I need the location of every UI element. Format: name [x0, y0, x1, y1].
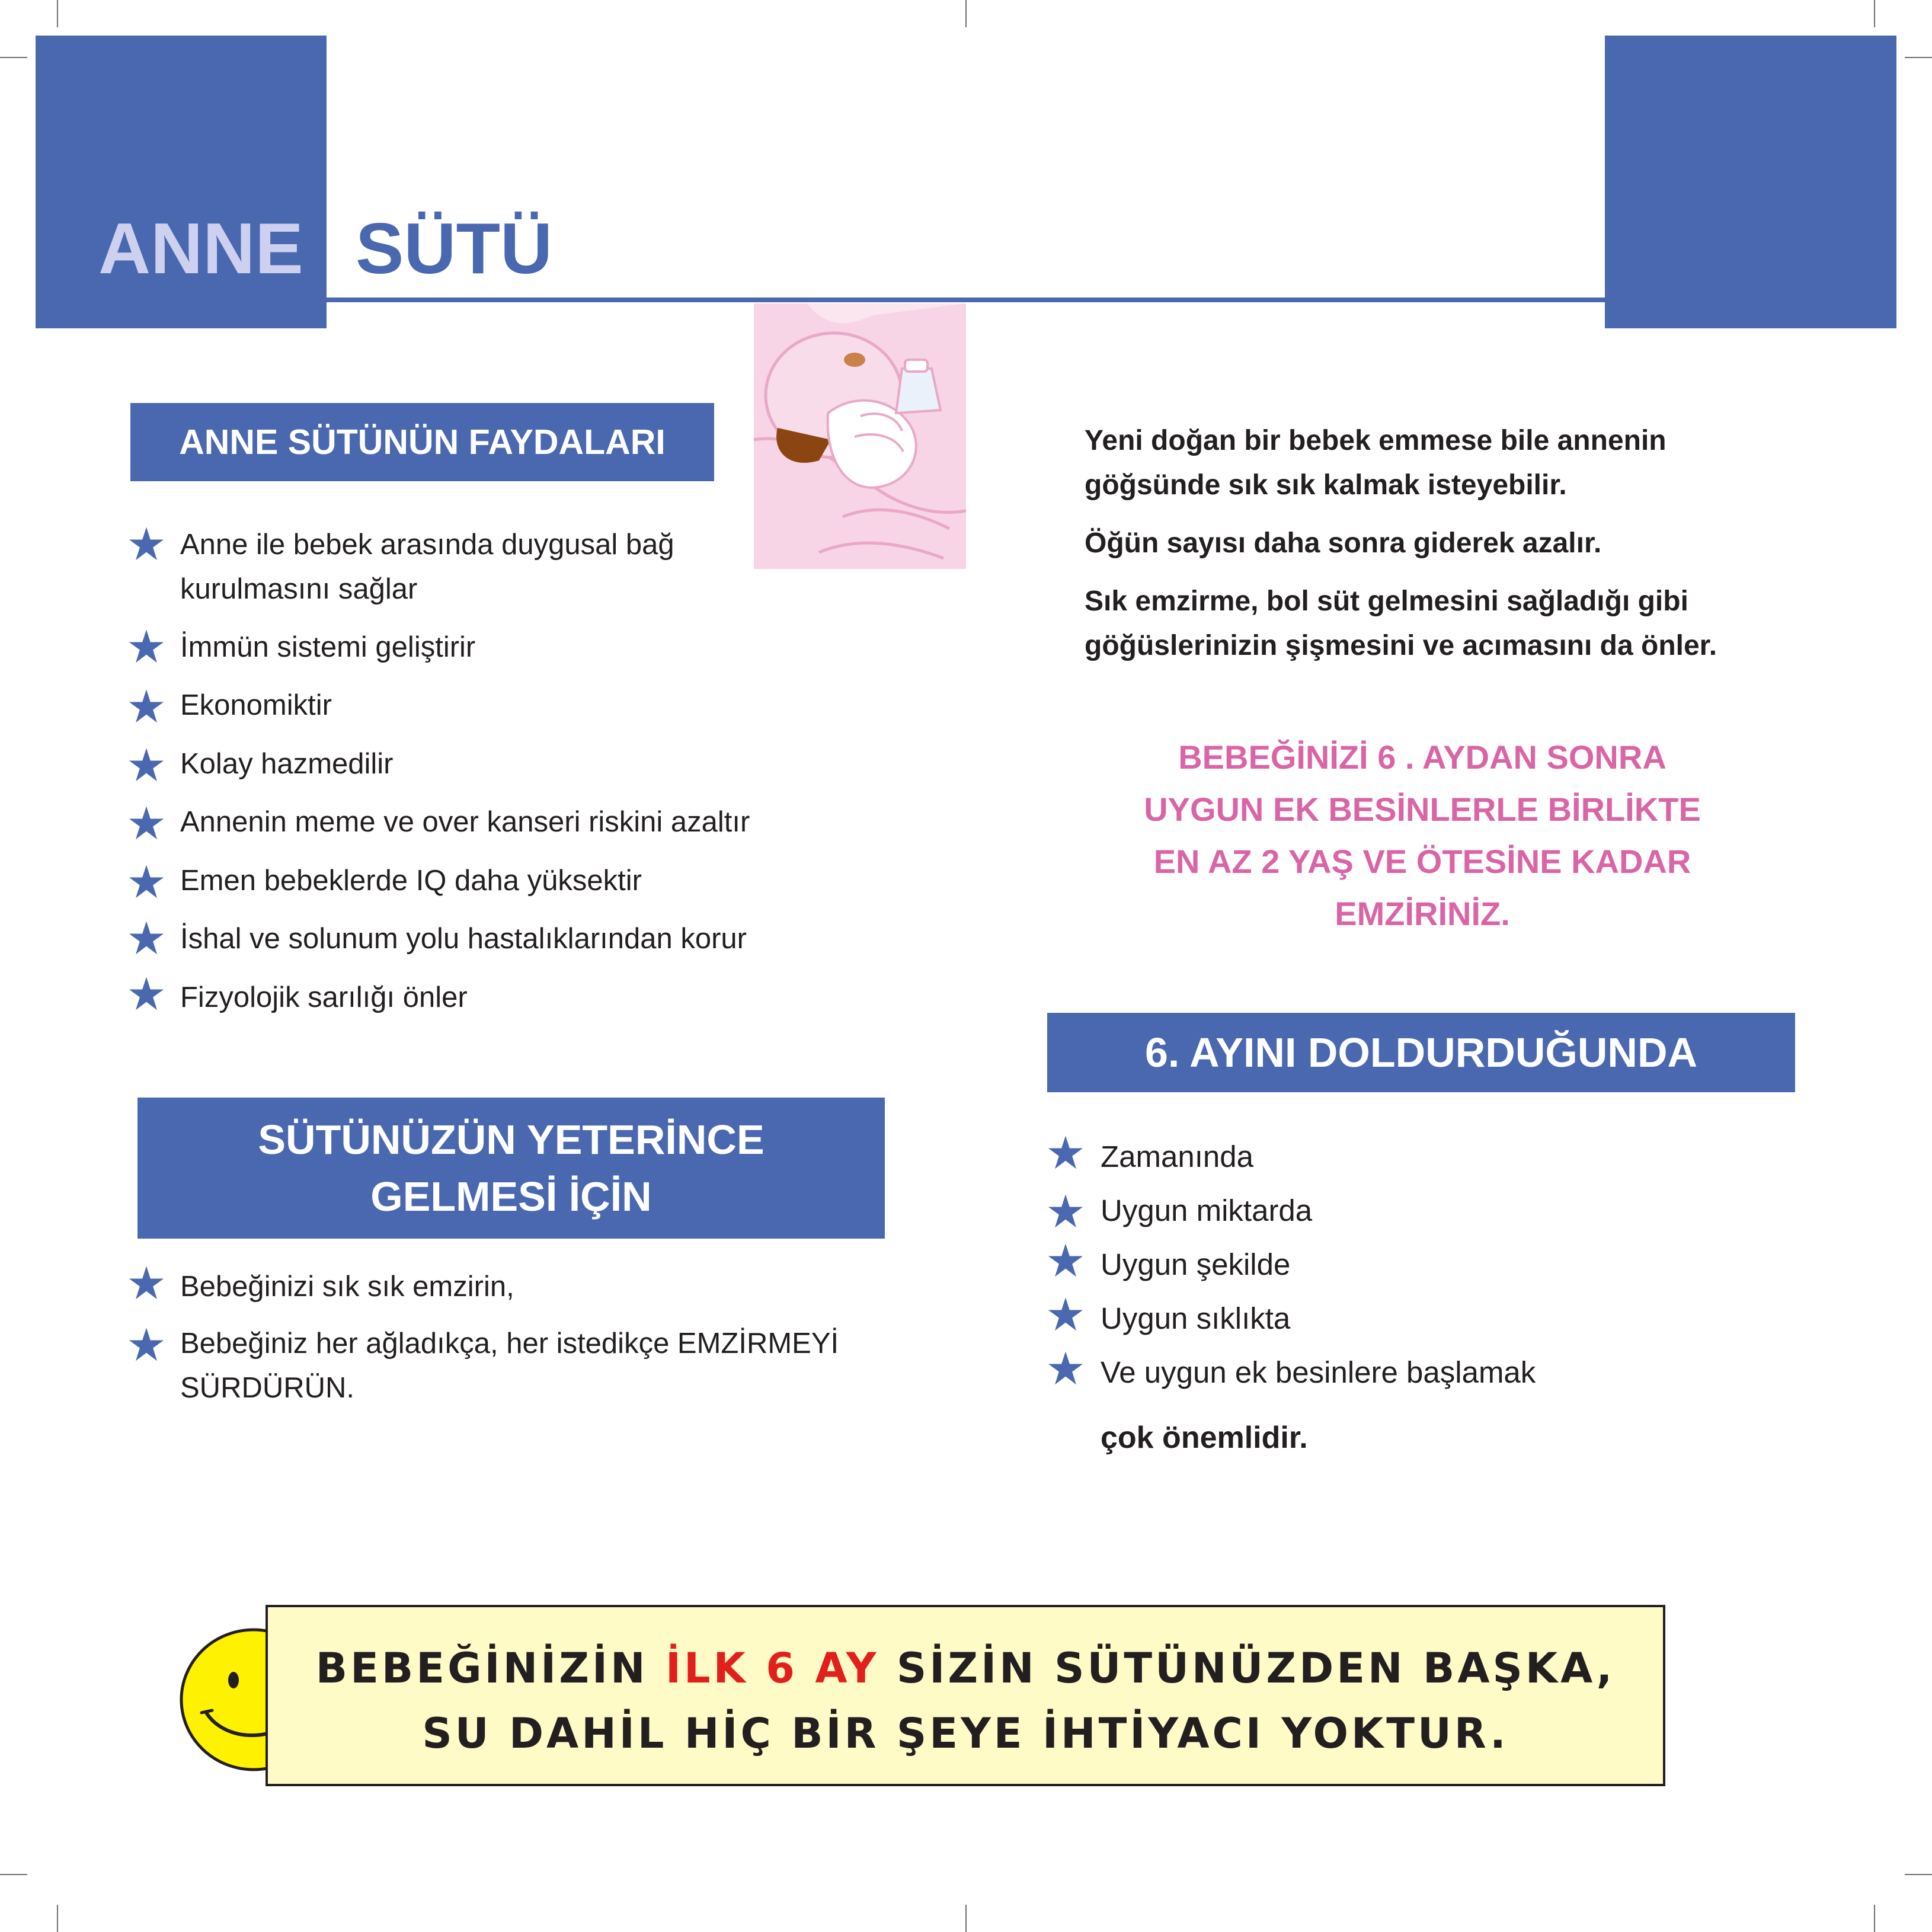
info-para-3-line1: Sık emzirme, bol süt gelmesini sağladığı gibi [1085, 586, 1688, 617]
six-months-conclusion: çok önemlidir. [1101, 1421, 1308, 1455]
info-para-3-line2: göğüslerinizin şişmesini ve acımasını da önler. [1085, 630, 1717, 661]
page-title-sutu: SÜTÜ [356, 208, 553, 289]
milk-supply-heading-line1: SÜTÜNÜZÜN YETERİNCE [258, 1117, 765, 1163]
crop-mark [1905, 57, 1932, 58]
crop-mark [965, 0, 967, 27]
star-icon [1047, 1242, 1084, 1279]
banner-line1: BEBEĞİNİZİN İLK 6 AY SİZİN SÜTÜNÜZDEN BAŞKA, [315, 1644, 1616, 1693]
milk-supply-list: Bebeğinizi sık sık emzirin, Bebeğiniz her ağladıkça, her istedikçe EMZİRMEYİ SÜRDÜRÜN. [128, 0, 898, 1482]
star-icon [1047, 1296, 1084, 1333]
crop-mark [1874, 1905, 1875, 1932]
info-para-2: Öğün sayısı daha sonra giderek azalır. [1085, 527, 1602, 559]
crop-mark [965, 1905, 967, 1932]
benefits-heading-text: ANNE SÜTÜNÜN FAYDALARI [179, 423, 666, 462]
crop-mark [57, 0, 58, 27]
highlight-line2: UYGUN EK BESİNLERLE BİRLİKTE [1144, 791, 1701, 828]
star-icon [128, 1265, 165, 1301]
page-title-anne: ANNE [98, 208, 303, 289]
star-icon [1047, 1193, 1084, 1230]
key-message-banner [266, 1605, 1665, 1786]
star-icon [1047, 1350, 1084, 1387]
star-icon [128, 1326, 165, 1363]
highlight-line3: EN AZ 2 YAŞ VE ÖTESİNE KADAR [1153, 843, 1691, 880]
star-icon [1047, 1134, 1084, 1171]
banner-highlight: İLK 6 AY [665, 1644, 879, 1693]
crop-mark [1874, 0, 1875, 27]
milk-supply-heading-line2: GELMESİ İÇİN [370, 1173, 652, 1220]
six-months-heading-text: 6. AYINI DOLDURDUĞUNDA [1144, 1029, 1698, 1076]
crop-mark [0, 1874, 27, 1875]
crop-mark [1905, 1874, 1932, 1875]
info-para-1-line1: Yeni doğan bir bebek emmese bile annenin [1085, 425, 1666, 456]
benefits-list: Anne ile bebek arasında duygusal bağ kurulmasını sağlar İmmün sistemi geliştirir Ekonomiktir Kolay hazmedilir Annenin meme ve over kanseri riskini azaltır Emen bebeklerde IQ daha yüksektir İshal ve solunum yolu hastalıklarından korur Fizyolojik sarılığı önler [128, 0, 810, 1067]
crop-mark [0, 57, 27, 58]
six-months-list: Zamanında Uygun miktarda Uygun şekilde Uygun sıklıkta Ve uygun ek besinlere başlamak [1047, 0, 1818, 1482]
info-para-1-line2: göğsünde sık sık kalmak isteyebilir. [1085, 469, 1567, 501]
highlight-line1: BEBEĞİNİZİ 6 . AYDAN SONRA [1178, 738, 1666, 776]
highlight-line4: EMZİRİNİZ. [1335, 895, 1510, 932]
crop-mark [57, 1905, 58, 1932]
banner-line2: SU DAHİL HİÇ BİR ŞEYE İHTİYACI YOKTUR. [422, 1709, 1509, 1758]
